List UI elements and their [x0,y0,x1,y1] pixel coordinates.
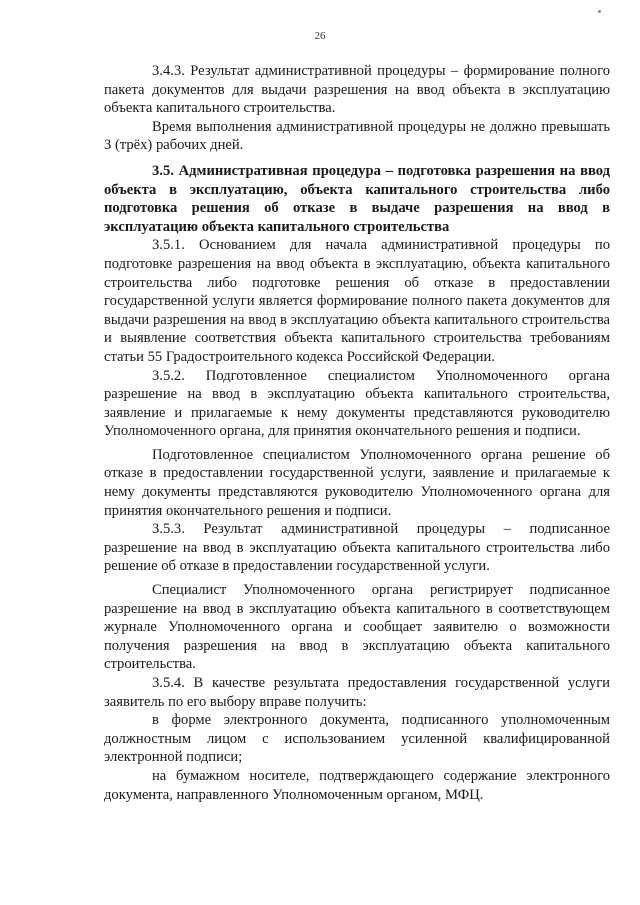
paragraph-electronic-form: в форме электронного документа, подписанного уполномоченным должностным лицом с использованием усиленной квалифицированной электронной подписи; [104,712,610,766]
paragraph-3-4-3: 3.4.3. Результат административной процедуры – формирование полного пакета документов для выдачи разрешения на ввод объекта в эксплуатацию объекта капитального строительства. [104,63,610,117]
paragraph-refusal-decision: Подготовленное специалистом Уполномоченного органа решение об отказе в предоставлении государственной услуги, заявление и прилагаемые к нему документы представляются руководителю Уполномоченного органа для принятия окончательного решения и подписи. [104,446,610,519]
paragraph-registration: Специалист Уполномоченного органа регистрирует подписанное разрешение на ввод в эксплуатацию объекта капитального в соответствующем журнале Уполномоченного органа и сообщает заявителю о возможности получения разрешения на ввод в эксплуатацию объекта капитального строительства. [104,582,610,673]
paragraph-3-5-1: 3.5.1. Основанием для начала административной процедуры по подготовке разрешения на ввод объекта в эксплуатацию, объекта капитального строительства либо подготовке решения об отказе в предоставлении государственной услуги является формирование полного пакета документов для выдачи разрешения на ввод в эксплуатацию объекта капитального строительства и выявление соответствия объекта капитального строительства требованиям статьи 55 Градостроительного кодекса Российской Федерации. [104,237,610,365]
paragraph-paper-form: на бумажном носителе, подтверждающего содержание электронного документа, направленного Уполномоченным органом, МФЦ. [104,767,610,803]
section-heading-3-5: 3.5. Административная процедура – подготовка разрешения на ввод объекта в эксплуатацию, объекта капитального строительства либо подготовка решения об отказе в выдаче разрешения на ввод в эксплуатацию объекта капитального строительства [104,162,610,235]
scan-speck [598,10,601,13]
page-number: 26 [314,30,326,42]
paragraph-3-5-4: 3.5.4. В качестве результата предоставления государственной услуги заявитель по его выбору вправе получить: [104,675,610,710]
paragraph-3-5-3: 3.5.3. Результат административной процедуры – подписанное разрешение на ввод в эксплуатацию объекта капитального строительства либо решение об отказе в предоставлении государственной услуги. [104,521,610,575]
document-body [104,62,610,804]
paragraph-3-5-2: 3.5.2. Подготовленное специалистом Уполномоченного органа разрешение на ввод в эксплуатацию объекта капитального строительства, заявление и прилагаемые к нему документы представляются руководителю Уполномоченного органа, для принятия окончательного решения и подписи. [104,367,610,440]
paragraph-execution-time: Время выполнения административной процедуры не должно превышать 3 (трёх) рабочих дней. [104,118,610,154]
